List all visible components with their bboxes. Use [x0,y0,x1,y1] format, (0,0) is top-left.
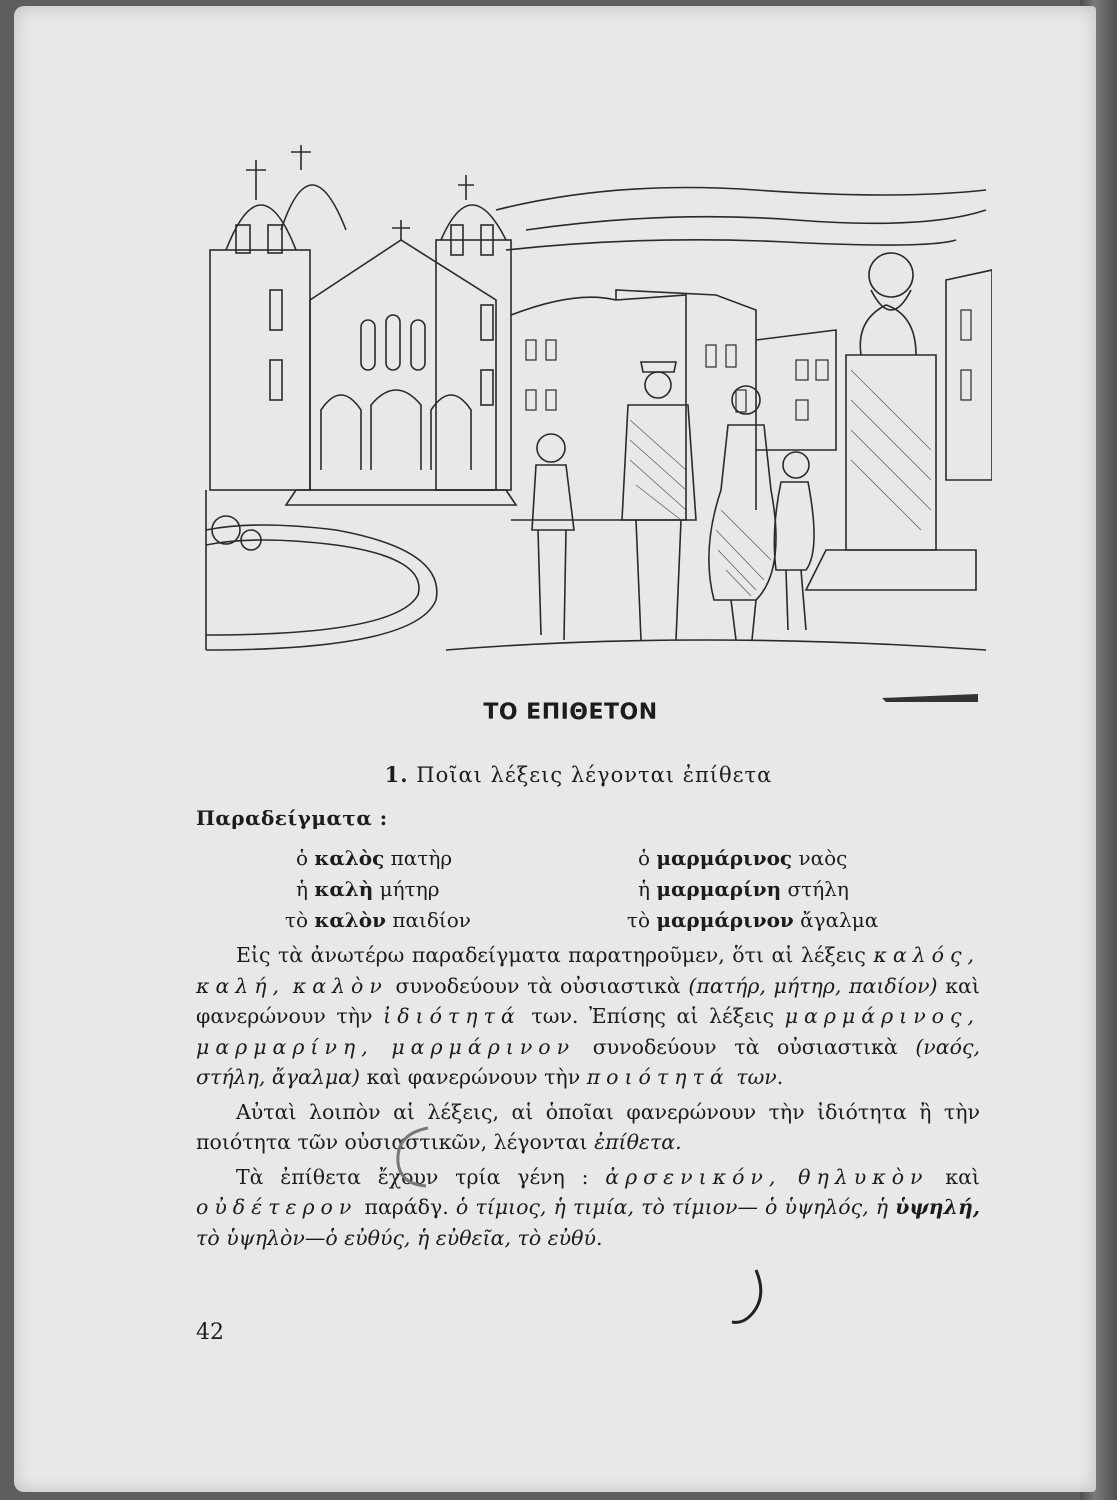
section-heading [20,762,1117,787]
example-row [268,843,471,874]
italic-run: των. [736,1065,784,1089]
example-article: τὸ [284,908,308,932]
example-adjective: καλὸν [314,908,386,932]
spaced-word: καλὸν [292,973,388,998]
text-run: καὶ φανερώνουν τὴν [196,973,980,1028]
spaced-word: ποιότητά [586,1065,730,1089]
text-run: Τὰ ἐπίθετα ἔχουν τρία γένη : [236,1164,589,1189]
example-noun: παιδίον [392,908,471,932]
text-run: Αὐταὶ λοιπὸν αἱ λέξεις, αἱ ὁποῖαι φανερώνουν τὴν ἰδιότητα ἢ τὴν ποιότητα τῶν οὐσιαστικῶν, λέγονται [196,1099,980,1154]
example-adjective: καλὴ [314,877,374,901]
bold-italic-run: ὑψηλή, [895,1195,980,1219]
examples-left-column [268,843,471,936]
italic-run: (πατήρ, μήτηρ, παιδίον) [688,973,938,998]
pencil-bracket [728,1268,768,1328]
examples-label: Παραδείγματα : [196,806,388,830]
text-run: Εἰς τὰ ἀνωτέρω παραδείγματα παρατηροῦμεν, ὅτι αἱ λέξεις [236,943,866,967]
example-article: ὁ [295,846,308,870]
spaced-word: μαρμάρινον [391,1034,576,1059]
italic-run: ἐπίθετα. [594,1130,682,1154]
page-title: ΤΟ ΕΠΙΘΕΤΟΝ [483,700,658,725]
example-adjective: μαρμαρίνη [656,877,782,901]
example-adjective: μαρμάρινον [656,908,794,932]
italic-run: ὁ τίμιος, ἡ τιμία, τὸ τίμιον— ὁ ὑψηλός, ἡ [455,1195,889,1219]
example-adjective: καλὸς [314,846,385,870]
text-run: παράδγ. [364,1195,449,1219]
spaced-word: οὐδέτερον [196,1195,358,1219]
text-run: συνοδεύουν τὰ οὐσιαστικὰ [592,1034,898,1059]
example-row [268,874,471,905]
example-noun: ἄγαλμα [800,908,879,932]
examples-right-column [610,843,878,936]
section-number: 1. [384,762,409,787]
text-run: συνοδεύουν τὰ οὐσιαστικὰ [395,973,681,998]
example-row [610,874,878,905]
example-noun: πατὴρ [390,846,453,870]
text-run: των. Ἐπίσης αἱ λέξεις [531,1004,775,1028]
italic-run: (ναός, στήλη, ἄγαλμα) [196,1034,980,1089]
page-number: 42 [196,1320,224,1345]
example-noun: στήλη [787,877,849,901]
example-noun: ναὸς [798,846,848,870]
pencil-mark [388,1122,438,1192]
example-row [610,905,878,936]
paragraph-2 [196,1097,980,1158]
example-article: ὁ [637,846,650,870]
ink-mark [880,690,980,704]
spaced-word: μαρμάρινος, [784,1004,980,1028]
text-run: καὶ [945,1164,980,1189]
example-article: ἡ [638,877,650,901]
example-adjective: μαρμάρινος [656,846,793,870]
example-article: ἡ [296,877,308,901]
spaced-word: καλή, [196,973,286,998]
square-illustration [196,130,992,660]
italic-run: τὸ ὑψηλὸν—ὁ εὐθύς, ἡ εὐθεῖα, τὸ εὐθύ. [196,1225,603,1250]
body-text [196,940,980,1257]
spaced-word: ἰδιότητά [383,1004,521,1028]
example-article: τὸ [626,908,650,932]
spaced-word: μαρμαρίνη, [196,1034,374,1059]
section-heading-text: Ποῖαι λέξεις λέγονται ἐπίθετα [416,763,773,787]
spaced-word: θηλυκὸν [798,1164,929,1189]
spaced-word: ἀρσενικόν, [605,1164,782,1189]
text-run: καὶ φανερώνουν τὴν [366,1065,581,1089]
example-noun: μήτηρ [379,877,440,901]
paragraph-3 [196,1162,980,1254]
paragraph-1 [196,940,980,1093]
example-row [268,905,471,936]
example-row [610,843,878,874]
spaced-word: καλός, [873,943,980,967]
